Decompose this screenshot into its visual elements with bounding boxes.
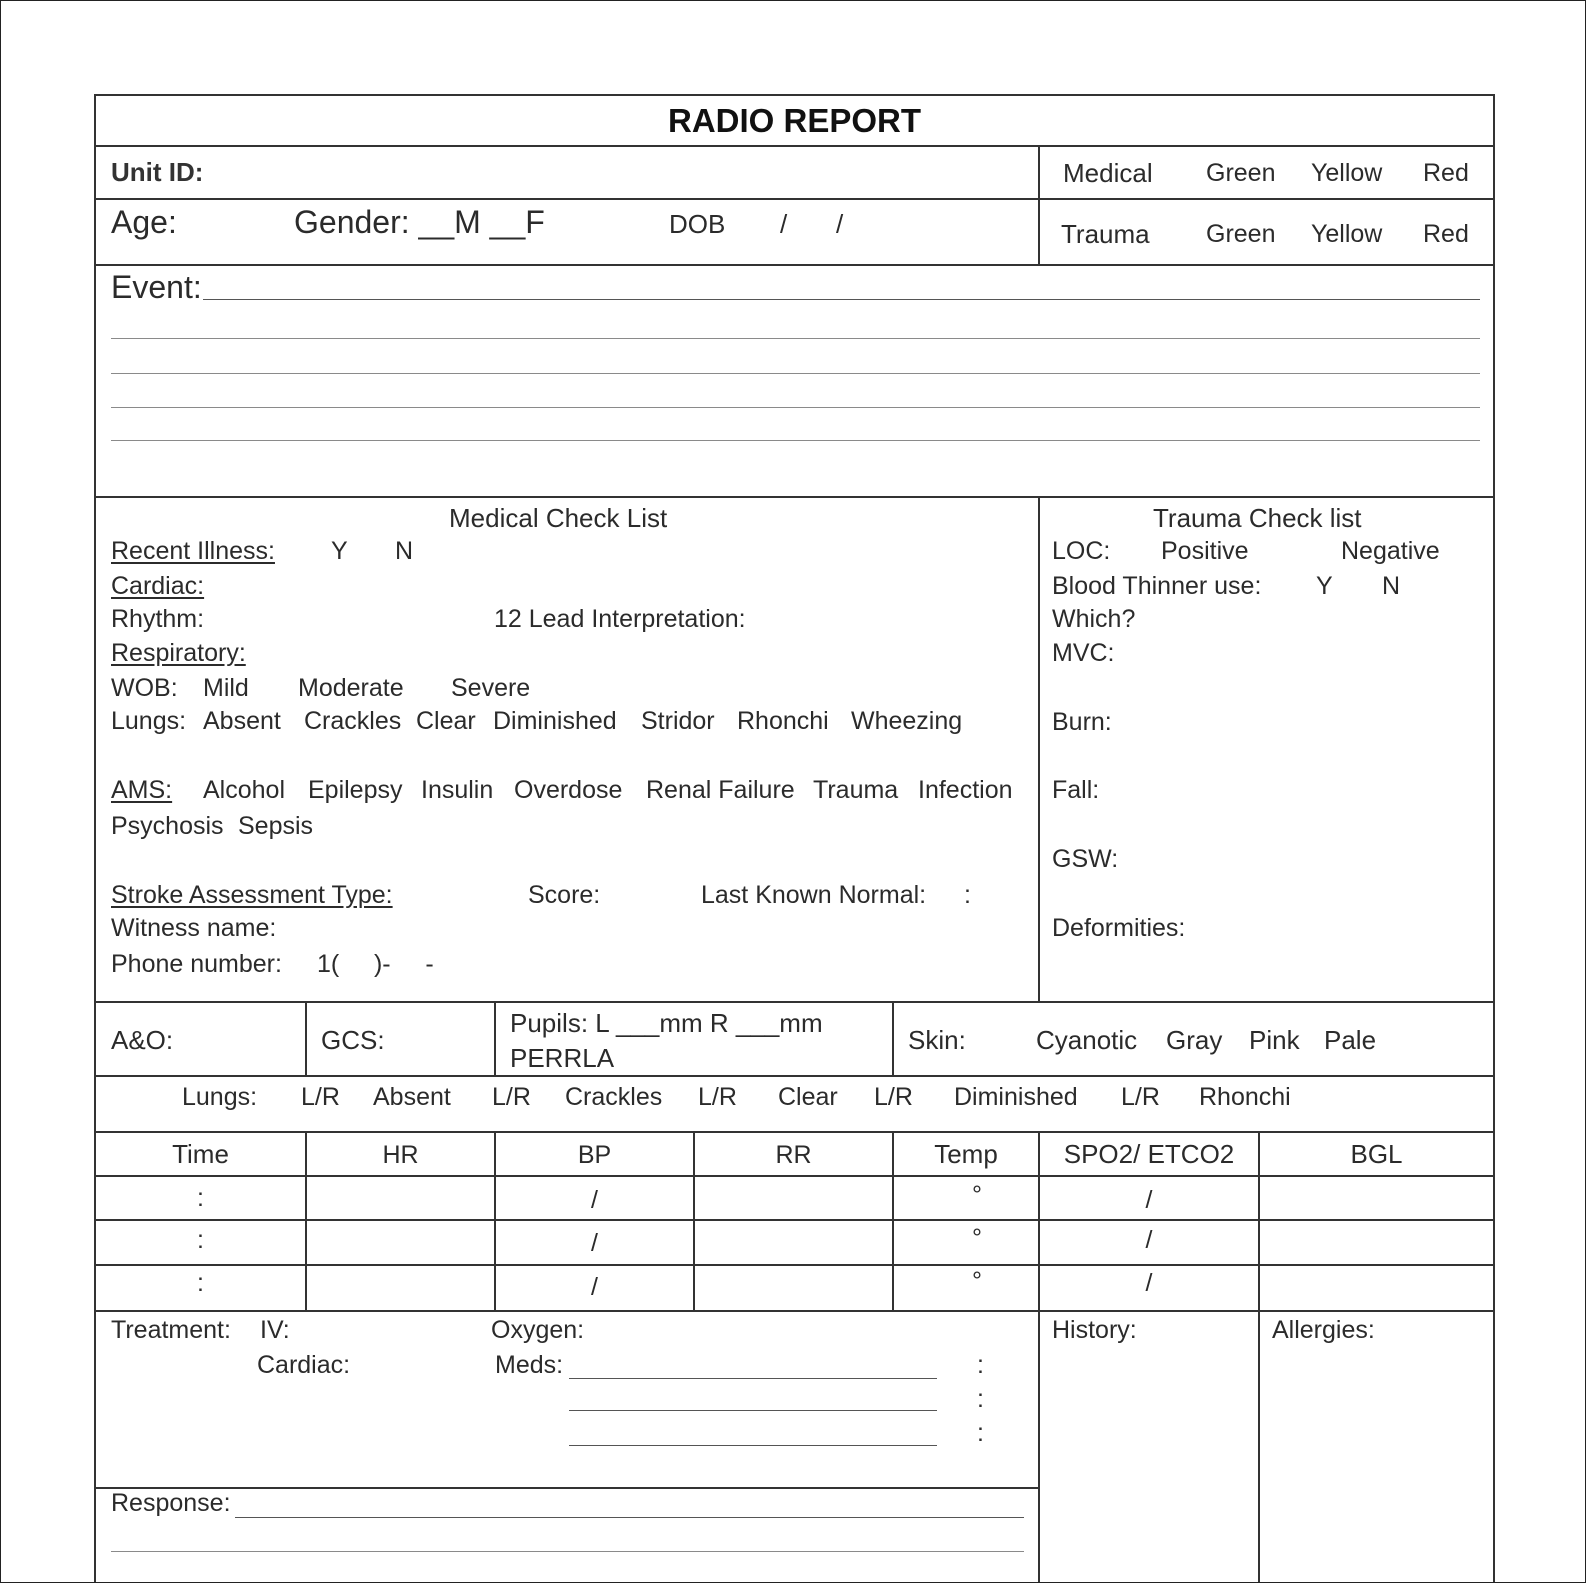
treatment-label: Treatment: — [111, 1316, 231, 1344]
ams-option-alcohol[interactable]: Alcohol — [203, 776, 285, 804]
lungs-lr-toggle-1[interactable]: L/R — [301, 1083, 340, 1111]
last-known-normal-label: Last Known Normal: — [701, 881, 927, 909]
iv-label: IV: — [260, 1316, 290, 1344]
burn-label: Burn: — [1052, 708, 1112, 736]
ams-option-trauma[interactable]: Trauma — [813, 776, 899, 804]
trauma-green-option[interactable]: Green — [1206, 220, 1276, 248]
allergies-divider — [1258, 1310, 1260, 1583]
history-divider — [1038, 1310, 1040, 1583]
deformities-label: Deformities: — [1052, 914, 1186, 942]
frame-top-line — [94, 94, 1495, 96]
vitals-header-rr: RR — [775, 1141, 812, 1169]
loc-positive-option[interactable]: Positive — [1161, 537, 1249, 565]
trauma-red-option[interactable]: Red — [1423, 220, 1469, 248]
lungs-option-rhonchi[interactable]: Rhonchi — [737, 707, 829, 735]
dob-separator-1: / — [780, 209, 788, 239]
ams-option-psychosis[interactable]: Psychosis — [111, 812, 224, 840]
gcs-label: GCS: — [321, 1025, 385, 1055]
lungs-option-stridor[interactable]: Stridor — [641, 707, 715, 735]
wob-option-severe[interactable]: Severe — [451, 674, 531, 702]
event-label: Event: — [111, 269, 202, 305]
lungs-lr-toggle-2[interactable]: L/R — [492, 1083, 531, 1111]
blood-thinner-label: Blood Thinner use: — [1052, 572, 1262, 600]
gcs-pupils-divider — [494, 1001, 496, 1077]
vitals-row1-spo2[interactable]: / — [1145, 1186, 1153, 1214]
dob-separator-2: / — [836, 209, 844, 239]
response-divider — [94, 1487, 1040, 1489]
lungs-lr-option-clear[interactable]: Clear — [778, 1083, 838, 1111]
frame-right-line — [1493, 94, 1495, 1583]
gsw-label: GSW: — [1052, 845, 1119, 873]
vitals-header-hr: HR — [382, 1141, 419, 1169]
lungs-lr-option-diminished[interactable]: Diminished — [954, 1083, 1078, 1111]
which-label: Which? — [1052, 605, 1136, 633]
ao-label: A&O: — [111, 1025, 174, 1055]
allergies-label: Allergies: — [1272, 1316, 1375, 1344]
vitals-row3-time[interactable]: : — [197, 1269, 204, 1297]
trauma-checklist-heading: Trauma Check list — [1153, 503, 1362, 533]
vitals-header-time: Time — [172, 1139, 229, 1169]
score-label: Score: — [528, 881, 601, 909]
dob-label: DOB — [669, 209, 726, 239]
phone-number-label: Phone number: — [111, 950, 282, 978]
fall-label: Fall: — [1052, 776, 1100, 804]
witness-name-label: Witness name: — [111, 914, 277, 942]
skin-option-cyanotic[interactable]: Cyanotic — [1036, 1025, 1138, 1055]
vitals-header-bgl: BGL — [1350, 1139, 1403, 1169]
vitals-row1-bp[interactable]: / — [591, 1186, 598, 1214]
event-line-5[interactable] — [111, 440, 1480, 441]
age-row-divider — [94, 264, 1495, 266]
event-line-4[interactable] — [111, 407, 1480, 408]
event-divider — [94, 496, 1495, 498]
meds-time-colon-1: : — [977, 1351, 984, 1379]
stroke-assessment-label: Stroke Assessment Type: — [111, 881, 393, 909]
pupils-skin-divider — [892, 1001, 894, 1077]
vitals-row1-time[interactable]: : — [197, 1184, 204, 1212]
lungs-option-diminished[interactable]: Diminished — [493, 707, 617, 735]
lungs-option-clear[interactable]: Clear — [416, 707, 476, 735]
blood-thinner-no[interactable]: N — [1382, 572, 1401, 600]
vitals-header-bp: BP — [577, 1141, 612, 1169]
lungs-lr-toggle-5[interactable]: L/R — [1121, 1083, 1160, 1111]
unit-id-label: Unit ID: — [111, 157, 204, 187]
pupils-label[interactable]: Pupils: L ___mm R ___mm — [510, 1008, 823, 1038]
ams-option-overdose[interactable]: Overdose — [514, 776, 623, 804]
mvc-label: MVC: — [1052, 639, 1115, 667]
history-label: History: — [1052, 1316, 1137, 1344]
skin-option-pale[interactable]: Pale — [1324, 1025, 1377, 1055]
meds-label: Meds: — [495, 1351, 564, 1379]
vitals-row2-spo2[interactable]: / — [1145, 1226, 1153, 1254]
ams-option-insulin[interactable]: Insulin — [421, 776, 494, 804]
medical-green-option[interactable]: Green — [1206, 159, 1276, 187]
form-title: RADIO REPORT — [667, 102, 921, 139]
frame-left-line — [94, 94, 96, 1583]
assessment-divider — [94, 1075, 1495, 1077]
vitals-row3-spo2[interactable]: / — [1145, 1269, 1153, 1297]
lungs-lr-toggle-3[interactable]: L/R — [698, 1083, 737, 1111]
response-line-2[interactable] — [111, 1551, 1024, 1552]
ams-option-sepsis[interactable]: Sepsis — [238, 812, 314, 840]
vitals-row1-temp[interactable]: ° — [972, 1181, 982, 1209]
medical-red-option[interactable]: Red — [1423, 159, 1469, 187]
vitals-header-temp: Temp — [934, 1139, 998, 1169]
loc-label: LOC: — [1052, 537, 1111, 565]
medical-checklist-heading: Medical Check List — [449, 503, 668, 533]
skin-option-gray[interactable]: Gray — [1166, 1025, 1223, 1055]
event-line-3[interactable] — [111, 373, 1480, 374]
lungs-lr-option-rhonchi[interactable]: Rhonchi — [1199, 1083, 1291, 1111]
oxygen-label: Oxygen: — [491, 1316, 585, 1344]
trauma-yellow-option[interactable]: Yellow — [1311, 220, 1383, 248]
lungs-option-crackles[interactable]: Crackles — [304, 707, 402, 735]
medical-triage-label: Medical — [1063, 158, 1153, 188]
lungs-lr-toggle-4[interactable]: L/R — [874, 1083, 913, 1111]
title-divider — [94, 145, 1495, 147]
wob-option-moderate[interactable]: Moderate — [298, 674, 404, 702]
vitals-row3-bp[interactable]: / — [591, 1273, 598, 1301]
vitals-row2-bp[interactable]: / — [591, 1229, 598, 1257]
vitals-header-spo2-etco2: SPO2/ ETCO2 — [1063, 1139, 1235, 1169]
lungs-option-absent[interactable]: Absent — [203, 707, 281, 735]
recent-illness-yes[interactable]: Y — [331, 537, 348, 565]
lungs-option-wheezing[interactable]: Wheezing — [851, 707, 963, 735]
gender-field[interactable]: Gender: __M __F — [294, 204, 545, 240]
triage-divider — [1038, 145, 1040, 266]
loc-negative-option[interactable]: Negative — [1341, 537, 1440, 565]
meds-time-colon-3: : — [977, 1419, 984, 1447]
lungs-lr-option-crackles[interactable]: Crackles — [565, 1083, 663, 1111]
ams-option-epilepsy[interactable]: Epilepsy — [308, 776, 403, 804]
medical-yellow-option[interactable]: Yellow — [1311, 159, 1383, 187]
ams-option-renal-failure[interactable]: Renal Failure — [646, 776, 795, 804]
vitals-row2-time[interactable]: : — [197, 1226, 204, 1254]
respiratory-label: Respiratory: — [111, 639, 246, 667]
last-known-normal-colon: : — [964, 881, 971, 909]
ams-option-infection[interactable]: Infection — [918, 776, 1013, 804]
event-line-1[interactable] — [203, 299, 1480, 300]
event-line-2[interactable] — [111, 338, 1480, 339]
trauma-triage-label: Trauma — [1061, 219, 1150, 249]
meds-time-colon-2: : — [977, 1385, 984, 1413]
lungs-label: Lungs: — [111, 707, 187, 735]
unit-row-divider — [94, 198, 1495, 200]
lungs-lr-option-absent[interactable]: Absent — [373, 1083, 451, 1111]
skin-option-pink[interactable]: Pink — [1249, 1025, 1300, 1055]
wob-label: WOB: — [111, 674, 178, 702]
ams-label: AMS: — [111, 776, 173, 804]
cardiac-label: Cardiac: — [111, 572, 205, 600]
meds-line-2[interactable] — [569, 1410, 937, 1411]
rhythm-label: Rhythm: — [111, 605, 205, 633]
treatment-cardiac-label: Cardiac: — [257, 1351, 351, 1379]
blood-thinner-yes[interactable]: Y — [1316, 572, 1333, 600]
vitals-row2-temp[interactable]: ° — [972, 1224, 982, 1252]
meds-line-1[interactable] — [569, 1378, 937, 1379]
vitals-row3-temp[interactable]: ° — [972, 1267, 982, 1295]
ao-gcs-divider — [305, 1001, 307, 1077]
phone-number-format[interactable]: 1( )- - — [317, 950, 434, 978]
wob-option-mild[interactable]: Mild — [203, 674, 249, 702]
lungs-lr-label: Lungs: — [182, 1083, 258, 1111]
meds-line-3[interactable] — [569, 1445, 937, 1446]
recent-illness-label: Recent Illness: — [111, 537, 275, 565]
skin-label: Skin: — [908, 1025, 966, 1055]
perrla-label[interactable]: PERRLA — [510, 1043, 615, 1073]
checklist-divider — [1038, 496, 1040, 1002]
recent-illness-no[interactable]: N — [395, 537, 414, 565]
age-label: Age: — [111, 204, 177, 240]
response-line-1[interactable] — [235, 1517, 1024, 1518]
response-label: Response: — [111, 1489, 231, 1517]
twelve-lead-label: 12 Lead Interpretation: — [494, 605, 746, 633]
